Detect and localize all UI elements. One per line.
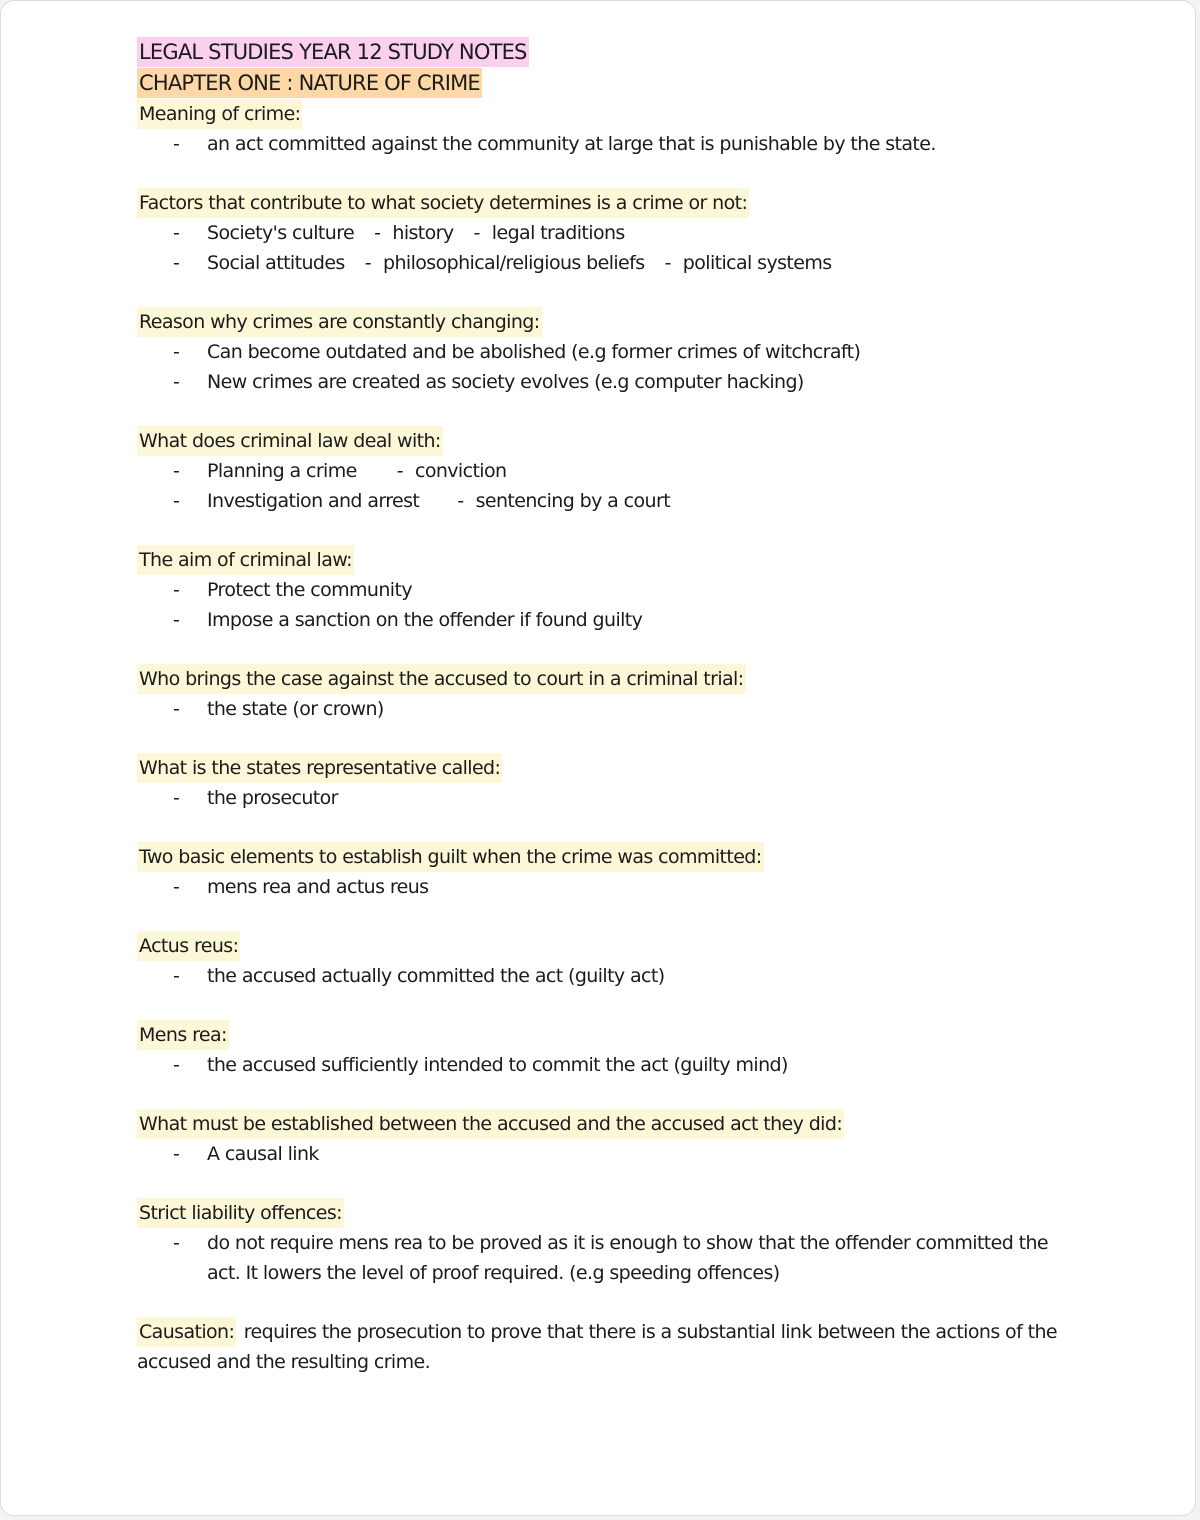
section-basic-elements: [137, 842, 1077, 902]
list-item: - the prosecutor: [173, 783, 1077, 813]
section-crimes-changing: [137, 307, 1077, 397]
factor-text: Society's culture: [207, 222, 355, 244]
bullet-list: [137, 1228, 1077, 1288]
list-item: - Investigation and arrest - sentencing by a court: [173, 486, 1077, 516]
list-item: - the state (or crown): [173, 694, 1077, 724]
list-item: - the accused sufficiently intended to commit the act (guilty mind): [173, 1050, 1077, 1080]
section-heading: The aim of criminal law:: [137, 545, 354, 575]
section-causation: [137, 1317, 1077, 1377]
factor-text: philosophical/religious beliefs: [383, 252, 645, 274]
section-heading: Actus reus:: [137, 931, 240, 961]
section-aim-criminal-law: [137, 545, 1077, 635]
section-heading: Two basic elements to establish guilt when the crime was committed:: [137, 842, 764, 872]
list-item: - an act committed against the community at large that is punishable by the state.: [173, 129, 1077, 159]
section-criminal-law-deals: [137, 426, 1077, 516]
list-item: - Society's culture - history - legal traditions: [173, 218, 1077, 248]
list-item: - Social attitudes - philosophical/religious beliefs - political systems: [173, 248, 1077, 278]
bullet-list: [137, 129, 1077, 159]
section-state-representative: [137, 753, 1077, 813]
section-heading: What does criminal law deal with:: [137, 426, 443, 456]
item-text: Planning a crime: [207, 460, 357, 482]
item-text: conviction: [414, 460, 507, 482]
document-title: LEGAL STUDIES YEAR 12 STUDY NOTES: [137, 37, 529, 67]
section-factors: [137, 188, 1077, 278]
list-item: - Impose a sanction on the offender if found guilty: [173, 605, 1077, 635]
section-heading: Reason why crimes are constantly changing:: [137, 307, 542, 337]
list-item: - the accused actually committed the act (guilty act): [173, 961, 1077, 991]
bullet-list: [137, 218, 1077, 278]
factor-text: history: [392, 222, 454, 244]
item-text: sentencing by a court: [475, 490, 671, 512]
bullet-list: [137, 456, 1077, 516]
list-item: - Planning a crime - conviction: [173, 456, 1077, 486]
document-title-row: [137, 37, 1077, 68]
bullet-list: [137, 783, 1077, 813]
section-causal-link: [137, 1109, 1077, 1169]
section-heading: Who brings the case against the accused to court in a criminal trial:: [137, 664, 746, 694]
bullet-list: [137, 872, 1077, 902]
list-item: - New crimes are created as society evolves (e.g computer hacking): [173, 367, 1077, 397]
bullet-list: [137, 1050, 1077, 1080]
section-who-brings-case: [137, 664, 1077, 724]
section-heading: Mens rea:: [137, 1020, 229, 1050]
bullet-list: [137, 1139, 1077, 1169]
list-item: - mens rea and actus reus: [173, 872, 1077, 902]
section-actus-reus: [137, 931, 1077, 991]
item-text: Investigation and arrest: [207, 490, 420, 512]
causation-text: requires the prosecution to prove that there is a substantial link between the actions of the accused and the resulting crime.: [137, 1321, 1057, 1373]
bullet-list: [137, 694, 1077, 724]
section-meaning-of-crime: [137, 99, 1077, 159]
section-heading: Meaning of crime:: [137, 99, 302, 129]
list-item: - Protect the community: [173, 575, 1077, 605]
section-strict-liability: [137, 1198, 1077, 1288]
chapter-title-row: [137, 68, 1077, 99]
section-heading: What must be established between the accused and the accused act they did:: [137, 1109, 844, 1139]
bullet-list: [137, 575, 1077, 635]
bullet-list: [137, 337, 1077, 397]
bullet-list: [137, 961, 1077, 991]
list-item: - do not require mens rea to be proved as it is enough to show that the offender committed the act. It lowers the level of proof required. (e.g speeding offences): [173, 1228, 1077, 1288]
list-item: - A causal link: [173, 1139, 1077, 1169]
notes-content: [137, 37, 1077, 1377]
factor-text: legal traditions: [491, 222, 625, 244]
section-heading: Strict liability offences:: [137, 1198, 344, 1228]
factor-text: political systems: [682, 252, 832, 274]
section-heading: Causation:: [137, 1317, 236, 1347]
section-heading: What is the states representative called:: [137, 753, 502, 783]
factor-text: Social attitudes: [207, 252, 345, 274]
chapter-title: CHAPTER ONE : NATURE OF CRIME: [137, 68, 482, 98]
list-item: - Can become outdated and be abolished (e.g former crimes of witchcraft): [173, 337, 1077, 367]
section-heading: Factors that contribute to what society determines is a crime or not:: [137, 188, 749, 218]
section-mens-rea: [137, 1020, 1077, 1080]
